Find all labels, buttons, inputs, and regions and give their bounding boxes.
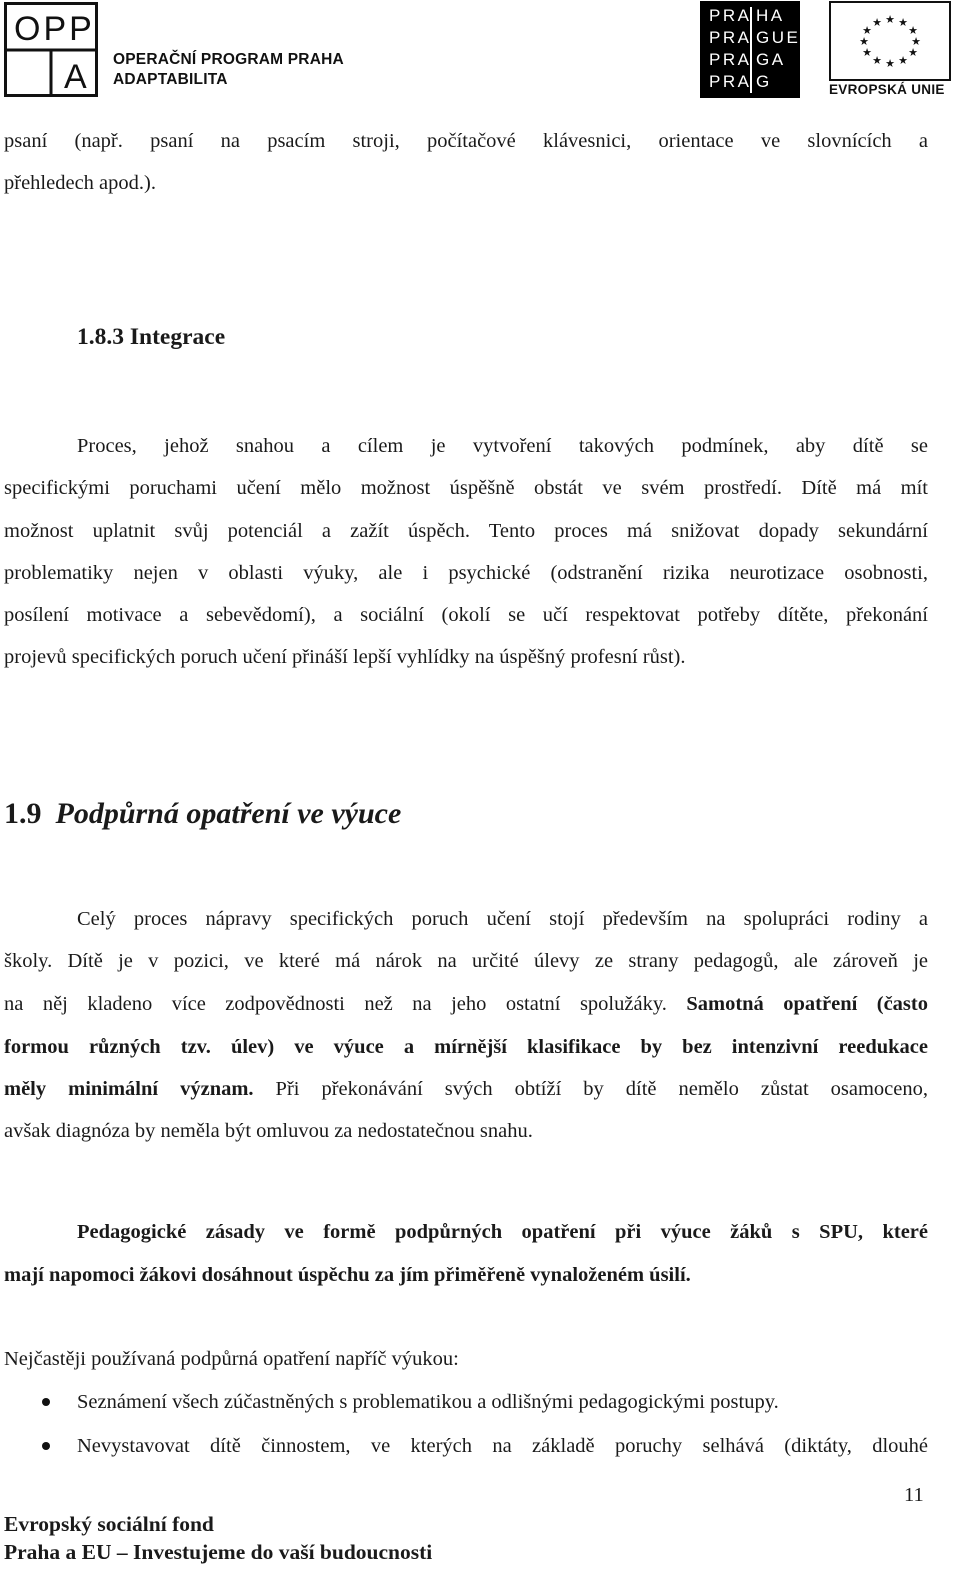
bold-para-line-2-text: mají napomoci žákovi dosáhnout úspěchu za jím přiměřeně vynaloženém úsilí. — [4, 1264, 691, 1286]
para2-line-4 — [4, 1033, 928, 1061]
para2-line-5-text: Při překonávání svých obtíží by dítě nemělo zůstat osamoceno, — [253, 1078, 929, 1100]
integrace-line-1: Proces, jehož snahou a cílem je vytvoření takových podmínek, aby dítě se — [77, 435, 928, 457]
page-header — [0, 0, 960, 104]
list-item: Nevystavovat dítě činnostem, ve kterých na základě poruchy selhává (diktáty, dlouhé — [77, 1435, 928, 1457]
integrace-line-3: možnost uplatnit svůj potenciál a zažít úspěch. Tento proces má snižovat dopady sekundární — [4, 520, 928, 542]
praha-logo-left-3: PRA — [709, 50, 752, 69]
para2-line-6: avšak diagnóza by neměla být omluvou za nedostatečnou snahu. — [4, 1120, 533, 1142]
praha-logo-right-1: HA — [756, 6, 785, 25]
integrace-line-4: problematiky nejen v oblasti výuky, ale i psychické (odstranění rizika neurotizace osobnosti, — [4, 562, 928, 584]
para2-line-5 — [4, 1075, 928, 1103]
praha-logo-left-1: PRA — [709, 6, 752, 25]
svg-text:★: ★ — [908, 24, 918, 37]
svg-text:★: ★ — [898, 54, 908, 67]
svg-text:★: ★ — [908, 46, 918, 59]
cont-line-1: psaní (např. psaní na psacím stroji, počítačové klávesnici, orientace ve slovnících a — [4, 130, 928, 152]
praha-logo — [700, 1, 800, 98]
svg-text:★: ★ — [859, 35, 869, 48]
opp-program-line2: ADAPTABILITA — [113, 71, 228, 88]
praha-logo-right-2: GUE — [756, 28, 801, 47]
eu-logo — [829, 1, 951, 98]
para2-line-2: školy. Dítě je v pozici, ve které má nárok na určité úlevy ze strany pedagogů, ale zároveň je — [4, 950, 928, 972]
opp-logo-letter-a: A — [64, 58, 87, 96]
integrace-line-5: posílení motivace a sebevědomí), a sociální (okolí se učí respektovat potřeby dítěte, překonání — [4, 604, 928, 626]
para2-line-1: Celý proces nápravy specifických poruch učení stojí především na spolupráci rodiny a — [77, 908, 928, 930]
para2-line-3 — [4, 990, 928, 1018]
praha-logo-right-3: GA — [756, 50, 786, 69]
opp-logo-letters: OPP — [14, 10, 95, 48]
footer-line-2: Praha a EU – Investujeme do vaší budoucnosti — [4, 1540, 433, 1564]
eu-label: EVROPSKÁ UNIE — [829, 82, 945, 97]
bullet-icon — [42, 1398, 50, 1406]
footer-line-1: Evropský sociální fond — [4, 1512, 214, 1536]
eu-stars-icon — [831, 3, 949, 79]
praha-logo-left-2: PRA — [709, 28, 752, 47]
para2-line-5-bold: měly minimální význam. — [4, 1078, 254, 1100]
para2-line-3-bold: Samotná opatření (často — [686, 993, 928, 1015]
para2-line-3-text: na něj kladeno více zodpovědnosti než na jeho ostatní spolužáky. — [4, 993, 687, 1015]
svg-text:★: ★ — [911, 35, 921, 48]
list-intro: Nejčastěji používaná podpůrná opatření napříč výukou: — [4, 1348, 459, 1370]
svg-text:★: ★ — [898, 16, 908, 29]
svg-text:★: ★ — [862, 46, 872, 59]
page-number: 11 — [904, 1484, 924, 1506]
opp-program-name — [113, 50, 344, 90]
svg-text:★: ★ — [885, 57, 895, 70]
bold-para-line-2 — [4, 1261, 928, 1289]
svg-text:★: ★ — [885, 13, 895, 26]
bold-para-line-1-text: Pedagogické zásady ve formě podpůrných opatření při výuce žáků s SPU, které — [77, 1221, 928, 1243]
integrace-line-2: specifickými poruchami učení mělo možnost úspěšně obstát ve svém prostředí. Dítě má mít — [4, 477, 928, 499]
integrace-line-6: projevů specifických poruch učení přináší lepší vyhlídky na úspěšný profesní růst). — [4, 646, 686, 668]
section-heading-1-8-3: 1.8.3 Integrace — [77, 324, 226, 350]
bold-para-line-1 — [77, 1218, 928, 1246]
praha-logo-right-4: G — [756, 72, 772, 91]
cont-line-2: přehledech apod.). — [4, 172, 156, 194]
section-heading-1-9-title: Podpůrná opatření ve výuce — [55, 797, 402, 830]
para2-line-4-bold: formou různých tzv. úlev) ve výuce a mírnější klasifikace by bez intenzivní reedukace — [4, 1036, 928, 1058]
eu-flag — [829, 1, 951, 81]
svg-text:★: ★ — [872, 16, 882, 29]
svg-text:★: ★ — [862, 24, 872, 37]
opp-program-line1: OPERAČNÍ PROGRAM PRAHA — [113, 51, 344, 68]
section-heading-1-9 — [4, 794, 401, 834]
section-heading-1-9-number: 1.9 — [4, 797, 42, 830]
svg-text:★: ★ — [872, 54, 882, 67]
bullet-icon — [42, 1442, 50, 1450]
list-item: Seznámení všech zúčastněných s problematikou a odlišnými pedagogickými postupy. — [77, 1391, 779, 1413]
praha-logo-left-4: PRA — [709, 72, 752, 91]
opp-logo — [4, 2, 98, 97]
